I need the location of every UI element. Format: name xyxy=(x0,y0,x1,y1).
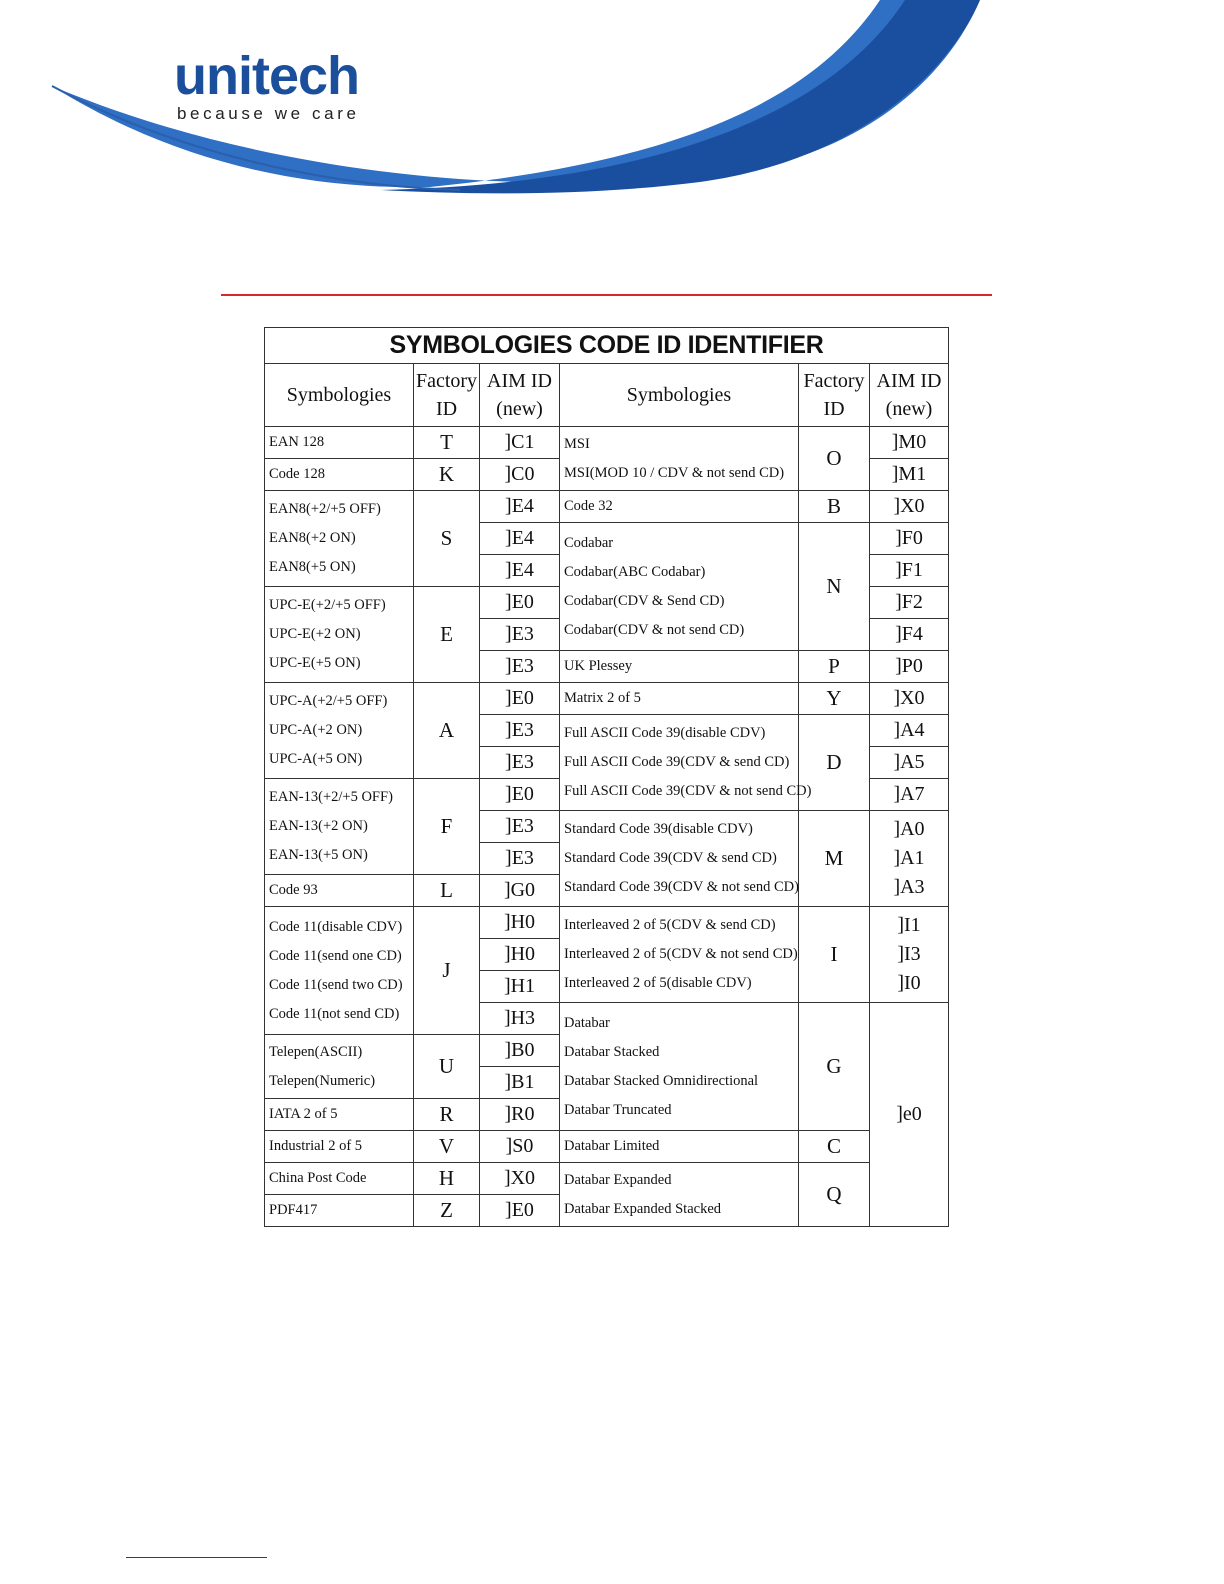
header-divider xyxy=(221,294,992,296)
table-row: EAN 128 xyxy=(265,427,414,459)
header-symbologies-left: Symbologies xyxy=(265,364,414,427)
footer-divider xyxy=(126,1557,267,1558)
table-row: Telepen(ASCII) Telepen(Numeric) xyxy=(265,1035,414,1099)
table-row: PDF417 xyxy=(265,1195,414,1227)
table-row: Standard Code 39(disable CDV) Standard Code 39(CDV & send CD) Standard Code 39(CDV & not send CD) xyxy=(560,811,799,907)
header-aim-left: AIM ID (new) xyxy=(480,364,560,427)
table-row: Industrial 2 of 5 xyxy=(265,1131,414,1163)
table-row: MSI MSI(MOD 10 / CDV & not send CD) xyxy=(560,427,799,491)
table-row: Interleaved 2 of 5(CDV & send CD) Interleaved 2 of 5(CDV & not send CD) Interleaved 2 of 5(disable CDV) xyxy=(560,907,799,1003)
logo-tagline: because we care xyxy=(177,104,360,123)
header-factory-left: Factory ID xyxy=(414,364,480,427)
header-factory-right: Factory ID xyxy=(799,364,870,427)
table-row: Matrix 2 of 5 xyxy=(560,683,799,715)
table-row: UPC-A(+2/+5 OFF) UPC-A(+2 ON) UPC-A(+5 ON) xyxy=(265,683,414,779)
logo-wordmark: unitech xyxy=(174,46,360,106)
table-row: Code 128 xyxy=(265,459,414,491)
table-title: SYMBOLOGIES CODE ID IDENTIFIER xyxy=(265,328,949,364)
table-row: UPC-E(+2/+5 OFF) UPC-E(+2 ON) UPC-E(+5 ON) xyxy=(265,587,414,683)
table-row: EAN8(+2/+5 OFF) EAN8(+2 ON) EAN8(+5 ON) xyxy=(265,491,414,587)
table-row: Code 93 xyxy=(265,875,414,907)
header-aim-right: AIM ID (new) xyxy=(870,364,949,427)
table-row: EAN-13(+2/+5 OFF) EAN-13(+2 ON) EAN-13(+5 ON) xyxy=(265,779,414,875)
table-row: IATA 2 of 5 xyxy=(265,1099,414,1131)
table-row: China Post Code xyxy=(265,1163,414,1195)
table-row: Codabar Codabar(ABC Codabar) Codabar(CDV & Send CD) Codabar(CDV & not send CD) xyxy=(560,523,799,651)
table-row: UK Plessey xyxy=(560,651,799,683)
databar-aim-id: ]e0 xyxy=(870,1003,949,1227)
table-row: Databar Limited xyxy=(560,1131,799,1163)
table-row: Databar Expanded Databar Expanded Stacked xyxy=(560,1163,799,1227)
table-row: Databar Databar Stacked Databar Stacked Omnidirectional Databar Truncated xyxy=(560,1003,799,1131)
table-row: Code 11(disable CDV) Code 11(send one CD) Code 11(send two CD) Code 11(not send CD) xyxy=(265,907,414,1035)
table-row: Code 32 xyxy=(560,491,799,523)
header-symbologies-right: Symbologies xyxy=(560,364,799,427)
table-row: Full ASCII Code 39(disable CDV) Full ASCII Code 39(CDV & send CD) Full ASCII Code 39(CDV & not send CD) xyxy=(560,715,799,811)
code-id-table: SYMBOLOGIES CODE ID IDENTIFIER Symbologies Factory ID AIM ID (new) Symbologies Factory ID AIM ID (new) EAN 128 T ]C1 MSI MSI(MOD 10 / CDV & not send CD) O ]M0 Code 128 K ]C0 ]M1 EAN8(+2/+5 OFF) EAN8(+2 ON) EAN8(+5 ON) S ]E4 Code 32 B ]X0 ]E4 Codabar Codabar(ABC Codabar) Codabar(CDV & Send CD) Codabar(CDV & not send CD) N ]F0 ]E4 ]F1 UPC-E(+2/+5 OFF) UPC-E(+2 ON) UPC-E(+5 ON) E ]E0 ]F2 ]E3 ]F4 ]E3 UK Plessey P ]P0 UPC-A(+2/+5 OFF) UPC-A(+2 ON) UPC-A(+5 ON) A ]E0 Matrix 2 of 5 Y ]X0 ]E3 Full ASCII Code 39(disable CDV) Full ASCII Code 39(CDV & send CD) Full ASCII Code 39(CDV & not send CD) D ]A4 ]E3 ]A5 EAN-13(+2/+5 OFF) EAN-13(+2 ON) EAN-13(+5 ON) F ]E0 ]A7 ]E3 Standard Code 39(disable CDV) Standard Code 39(CDV & send CD) Standard Code 39(CDV & not send CD) M ]A0 ]A1 ]A3 ]E3 Code 93 L ]G0 Code 11(disable CDV) Code 11(send one CD) Code 11(send two CD) Code 11(not send CD) J ]H0 Interleaved 2 of 5(CDV & send CD) Interleaved 2 of 5(CDV & not send CD) Interleaved 2 of 5(disable CDV) I ]I1 ]I3 ]I0 ]H0 ]H1 ]H3 Databar Databar Stacked Databar Stacked Omnidirectional Databar Truncated G ]e0 Telepen(ASCII) Telepen(Numeric) U ]B0 ]B1 IATA 2 of 5 R ]R0 Industrial 2 of 5 V ]S0 Databar Limited C China Post Code H ]X0 Databar Expanded Databar Expanded Stacked Q PDF417 Z ]E0 xyxy=(264,327,949,1227)
unitech-logo xyxy=(174,48,360,124)
